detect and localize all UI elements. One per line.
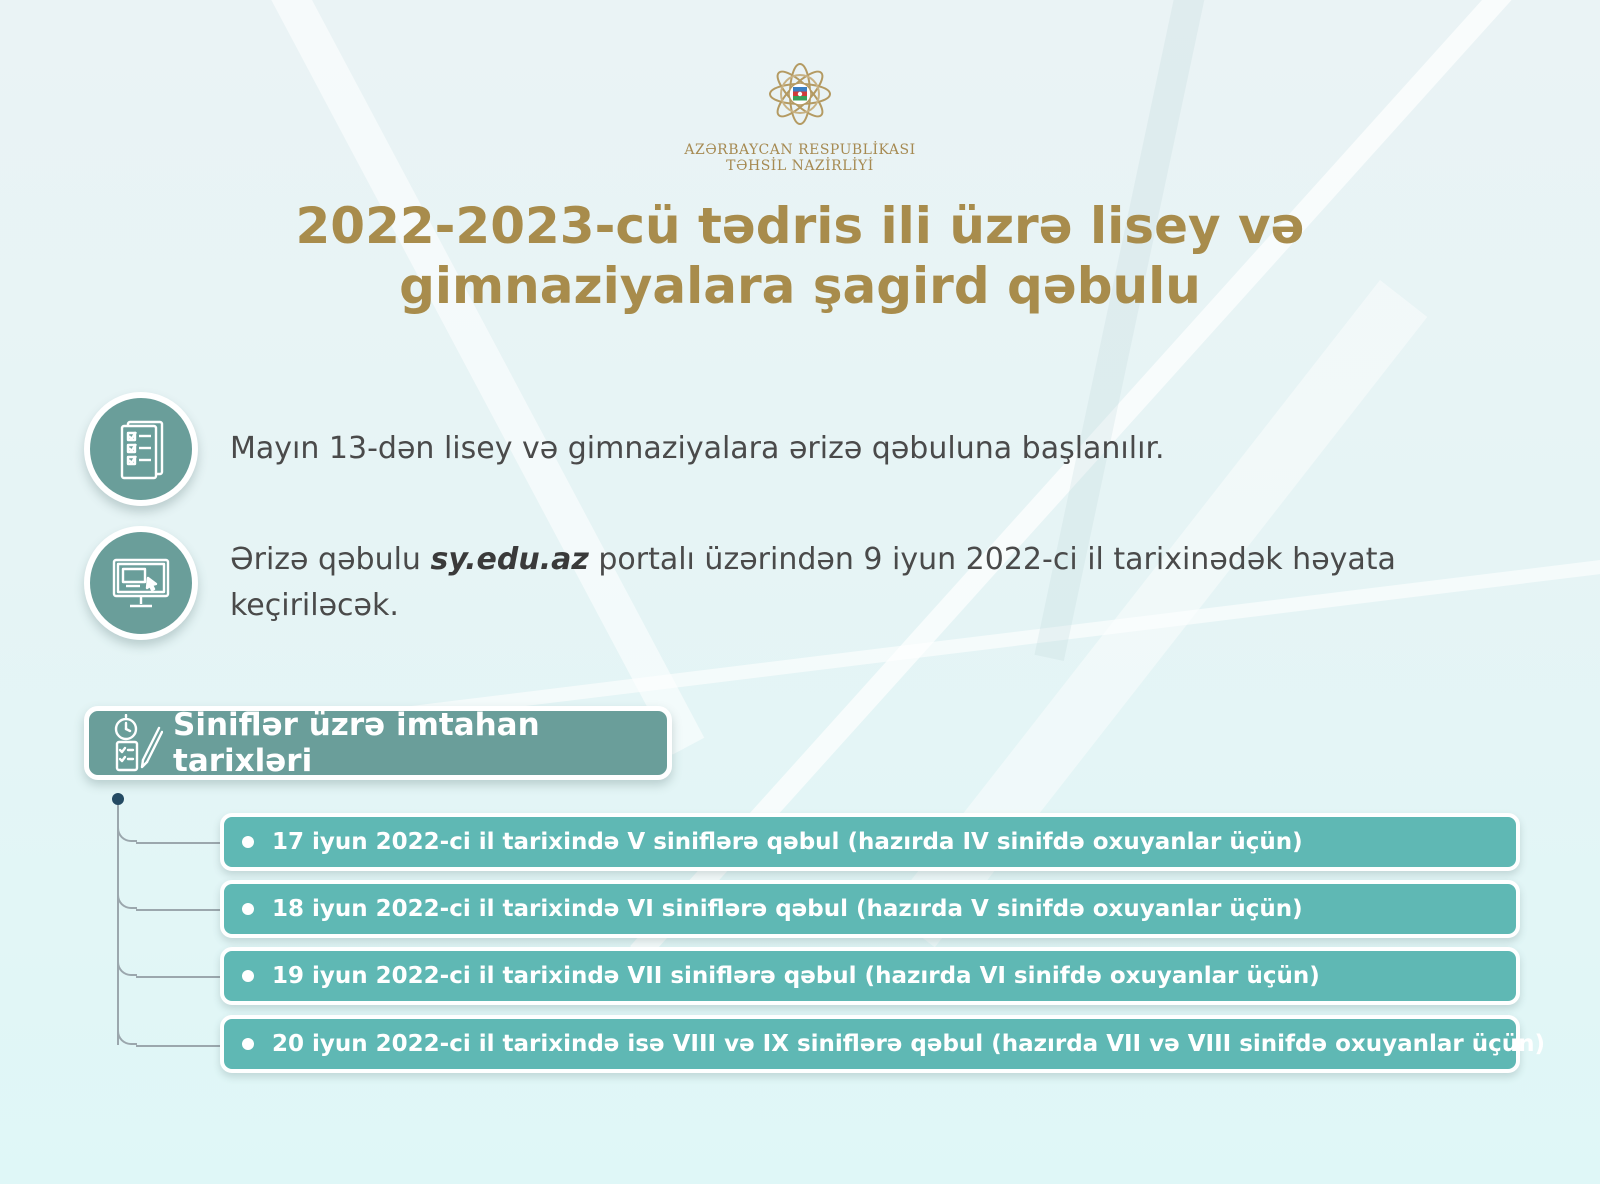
title-line-1: 2022-2023-cü tədris ili üzrə lisey və (295, 197, 1305, 255)
tree-branch (136, 842, 220, 844)
info-icon-circle (84, 526, 198, 640)
ministry-emblem-icon (760, 54, 840, 134)
exam-date-text: 19 iyun 2022-ci il tarixində VII siniflərə qəbul (hazırda VI sinifdə oxuyanlar üçün) (272, 963, 1320, 989)
ministry-name (600, 142, 1000, 174)
ministry-line-1: AZƏRBAYCAN RESPUBLİKASI (684, 142, 916, 158)
exam-date-text: 17 iyun 2022-ci il tarixində V siniflərə qəbul (hazırda IV sinifdə oxuyanlar üçün) (272, 829, 1303, 855)
bullet-icon (242, 903, 254, 915)
page-title (100, 196, 1500, 316)
info-text-before: Ərizə qəbulu (230, 542, 431, 577)
tree-branch (117, 956, 137, 976)
info-row-application-start (84, 392, 1480, 506)
exam-date-item (220, 880, 1520, 938)
computer-monitor-icon (106, 548, 176, 618)
bullet-icon (242, 970, 254, 982)
info-icon-circle (84, 392, 198, 506)
tree-root-dot (112, 793, 124, 805)
tree-branch (136, 976, 220, 978)
exam-dates-header (84, 706, 672, 780)
exam-date-item (220, 947, 1520, 1005)
exam-dates-title: Siniflər üzrə imtahan tarixləri (173, 707, 540, 779)
bullet-icon (242, 1038, 254, 1050)
tree-connector-line (117, 805, 119, 1045)
tree-branch (136, 1045, 220, 1047)
exam-date-text: 20 iyun 2022-ci il tarixində isə VIII və IX siniflərə qəbul (hazırda VII və VIII sinifdə oxuyanlar üçün) (272, 1031, 1546, 1057)
checklist-documents-icon (106, 414, 176, 484)
exam-date-text: 18 iyun 2022-ci il tarixində VI siniflərə qəbul (hazırda V sinifdə oxuyanlar üçün) (272, 896, 1303, 922)
info-row-application-portal (84, 526, 1480, 640)
portal-link[interactable]: sy.edu.az (430, 542, 589, 577)
info-text: Mayın 13-dən lisey və gimnaziyalara ərizə qəbuluna başlanılır. (230, 431, 1165, 466)
exam-date-item (220, 1015, 1546, 1073)
stopwatch-checklist-icon (111, 714, 163, 772)
tree-branch (117, 1025, 137, 1045)
tree-branch (117, 889, 137, 909)
title-line-2: gimnaziyalara şagird qəbulu (399, 257, 1201, 315)
info-text-after: portalı üzərindən 9 iyun 2022-ci il tarixinədək həyata keçiriləcək. (230, 542, 1396, 623)
ministry-line-2: TƏHSİL NAZİRLİYİ (726, 158, 874, 174)
bullet-icon (242, 836, 254, 848)
exam-date-item (220, 813, 1520, 871)
tree-branch (136, 909, 220, 911)
tree-branch (117, 822, 137, 842)
info-text (230, 537, 1480, 629)
